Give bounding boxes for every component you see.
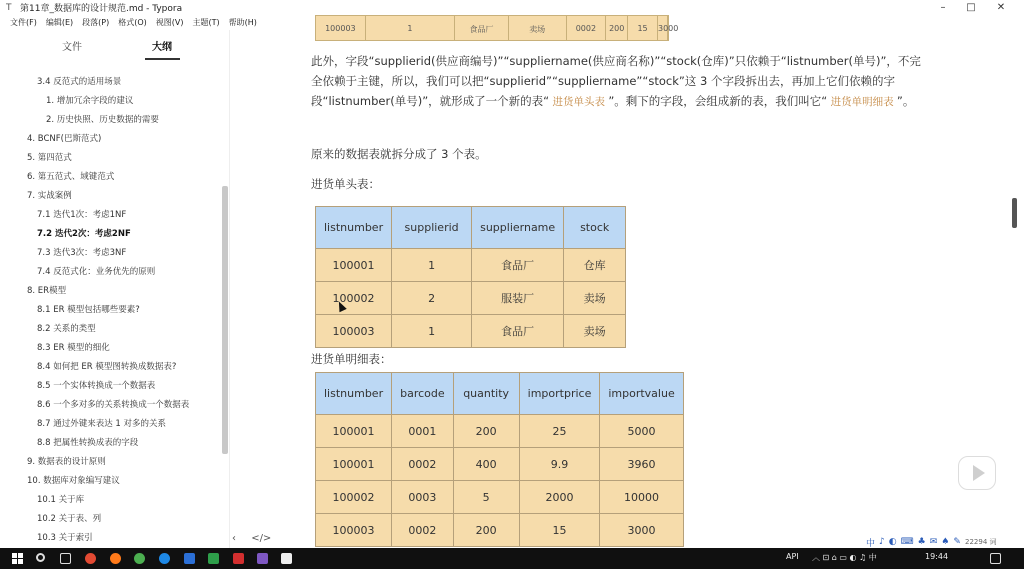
outline-item[interactable]: 7.1 迭代1次：考虑1NF — [37, 210, 127, 220]
word-count[interactable]: 22294 词 — [965, 538, 997, 546]
table-cell: 3000 — [658, 16, 668, 40]
browser-icon[interactable] — [134, 553, 145, 564]
table-cell: 100001 — [316, 415, 392, 448]
outline-item[interactable]: 10.1 关于库 — [37, 495, 85, 505]
outline-list — [0, 54, 222, 548]
inline-code: 进货单明细表 — [827, 96, 897, 108]
outline-item[interactable]: 8.7 通过外键来表达 1 对多的关系 — [37, 419, 167, 429]
clock[interactable]: 19:44 — [925, 552, 949, 561]
table-row — [316, 481, 684, 514]
chrome-icon[interactable] — [85, 553, 96, 564]
editor-content[interactable] — [245, 15, 1015, 548]
table-cell: 200 — [453, 415, 519, 448]
table-cell: 0001 — [392, 415, 454, 448]
outline-item[interactable]: 2. 历史快照、历史数据的需要 — [46, 115, 159, 125]
column-header: barcode — [392, 373, 454, 415]
paragraph-text: ”。 — [896, 94, 915, 108]
task-view-icon[interactable] — [60, 553, 71, 564]
tab-files[interactable]: 文件 — [62, 42, 82, 53]
table-row — [316, 249, 626, 282]
menu-item[interactable]: 格式(O) — [118, 17, 147, 27]
table-cell: 仓库 — [564, 249, 626, 282]
outline-item[interactable]: 4. BCNF(巴斯范式) — [27, 134, 102, 144]
table-row — [316, 282, 626, 315]
table-cell: 服装厂 — [472, 282, 564, 315]
table-cell: 卖场 — [564, 315, 626, 348]
table-cell: 1 — [392, 315, 472, 348]
table-cell: 25 — [519, 415, 600, 448]
column-header: suppliername — [472, 207, 564, 249]
table-cell: 食品厂 — [455, 16, 509, 40]
table-cell: 100002 — [316, 481, 392, 514]
menu-item[interactable]: 段落(P) — [82, 17, 110, 27]
title-bar — [0, 0, 1024, 15]
table-cell: 200 — [606, 16, 628, 40]
paragraph: 原来的数据表就拆分成了 3 个表。 — [311, 147, 487, 161]
outline-item[interactable]: 7. 实战案例 — [27, 191, 72, 201]
typora-taskbar-icon[interactable] — [281, 553, 292, 564]
outline-item[interactable]: 3.4 反范式的适用场景 — [37, 77, 122, 87]
minimize-button[interactable]: – — [940, 2, 946, 13]
outline-item[interactable]: 8.6 一个多对多的关系转换成一个数据表 — [37, 400, 190, 410]
ime-button[interactable]: ◐ — [888, 537, 897, 547]
ime-button[interactable]: ✉ — [929, 537, 938, 547]
outline-item[interactable]: 10.3 关于索引 — [37, 533, 93, 543]
editor-scrollbar[interactable] — [1012, 198, 1017, 228]
outline-item[interactable]: 8. ER模型 — [27, 286, 67, 296]
notification-icon[interactable] — [990, 553, 1001, 564]
outline-item[interactable]: 10. 数据库对象编写建议 — [27, 476, 120, 486]
table-cell: 200 — [453, 514, 519, 547]
table-cell: 卖场 — [564, 282, 626, 315]
table-row — [316, 415, 684, 448]
menu-item[interactable]: 视图(V) — [155, 17, 184, 27]
column-header: importprice — [519, 373, 600, 415]
sidebar-scrollbar[interactable] — [222, 186, 228, 454]
table-cell: 100003 — [316, 514, 392, 547]
maximize-button[interactable]: □ — [966, 2, 976, 13]
table-row — [316, 514, 684, 547]
paragraph-text: ”。剩下的字段，会组成新的表，我们叫它“ — [608, 94, 828, 108]
column-header: importvalue — [600, 373, 683, 415]
table-cell: 1 — [392, 249, 472, 282]
outline-item[interactable]: 7.2 迭代2次：考虑2NF — [37, 229, 131, 239]
paragraph-text: 此外，字段“supplierid(供应商编号)”“suppliername(供应商名称)”“stock(仓库)”只依赖于“listnumber(单号)”，不完全依赖于主键，所以，我们可以把“supplierid”“suppliername”“stock”这 3 个字段拆出去，再加上它们依赖的字段“listnumber(单号)”，就形成了一个新的表“ — [311, 54, 921, 108]
ime-button[interactable]: ✎ — [953, 537, 961, 547]
table-cell: 10000 — [600, 481, 683, 514]
outline-item[interactable]: 8.2 关系的类型 — [37, 324, 96, 334]
play-icon — [973, 465, 985, 481]
table-cell: 15 — [628, 16, 658, 40]
table-row — [316, 315, 626, 348]
outline-item[interactable]: 8.3 ER 模型的细化 — [37, 343, 110, 353]
sidebar — [0, 30, 230, 548]
column-header: listnumber — [316, 373, 392, 415]
detail-table — [315, 372, 684, 547]
app-icon[interactable] — [184, 553, 195, 564]
windows-start-icon[interactable] — [12, 553, 23, 564]
partial-table-row — [315, 15, 679, 41]
outline-item[interactable]: 1. 增加冗余字段的建议 — [46, 96, 134, 106]
menu-item[interactable]: 帮助(H) — [228, 17, 257, 27]
taskbar — [0, 548, 1024, 569]
outline-item[interactable]: 5. 第四范式 — [27, 153, 72, 163]
ime-button[interactable]: 中 — [866, 538, 876, 549]
app-icon[interactable] — [233, 553, 244, 564]
table-cell: 0002 — [567, 16, 607, 40]
table-cell: 100002 — [316, 282, 392, 315]
outline-item[interactable]: 8.8 把属性转换成表的字段 — [37, 438, 139, 448]
play-button[interactable] — [958, 456, 996, 490]
api-label: API — [786, 552, 799, 561]
table-cell: 9.9 — [519, 448, 600, 481]
menu-item[interactable]: 编辑(E) — [45, 17, 74, 27]
inline-code: 进货单头表 — [549, 96, 609, 108]
supplier-header-table — [315, 206, 626, 348]
column-header: supplierid — [392, 207, 472, 249]
table-cell: 1 — [366, 16, 455, 40]
ime-toolbar[interactable] — [866, 536, 965, 548]
table-cell: 食品厂 — [472, 249, 564, 282]
typora-icon: T — [6, 2, 12, 13]
table-row — [316, 448, 684, 481]
table-cell: 食品厂 — [472, 315, 564, 348]
close-button[interactable]: ✕ — [996, 2, 1006, 13]
ime-button[interactable]: ♣ — [917, 537, 926, 547]
outline-item[interactable]: 8.1 ER 模型包括哪些要素? — [37, 305, 140, 315]
table-cell: 5 — [453, 481, 519, 514]
column-header: listnumber — [316, 207, 392, 249]
table-cell: 2 — [392, 282, 472, 315]
outline-item[interactable]: 9. 数据表的设计原则 — [27, 457, 106, 467]
table-cell: 5000 — [600, 415, 683, 448]
table-cell: 15 — [519, 514, 600, 547]
table-caption: 进货单头表： — [311, 177, 380, 191]
table-caption: 进货单明细表： — [311, 352, 392, 366]
table-cell: 100003 — [316, 16, 366, 40]
table-cell: 100001 — [316, 448, 392, 481]
outline-item[interactable]: 10.2 关于表、列 — [37, 514, 102, 524]
tab-outline[interactable]: 大纲 — [152, 42, 172, 53]
outline-item[interactable]: 7.3 迭代3次：考虑3NF — [37, 248, 127, 258]
edge-icon[interactable] — [159, 553, 170, 564]
tray-icons[interactable]: ︿ ⊡ ⌂ ▭ ◐ ♫ 中 — [812, 553, 877, 562]
menu-item[interactable]: 主题(T) — [192, 17, 220, 27]
app-icon[interactable] — [257, 553, 268, 564]
table-cell: 2000 — [519, 481, 600, 514]
table-cell: 卖场 — [509, 16, 567, 40]
column-header: quantity — [453, 373, 519, 415]
table-header-row — [316, 207, 626, 249]
ime-button[interactable]: ♪ — [879, 537, 885, 547]
outline-item[interactable]: 6. 第五范式、域键范式 — [27, 172, 115, 182]
menu-bar — [0, 15, 257, 29]
source-code-mode-icon[interactable]: </> — [251, 533, 272, 544]
ime-button[interactable]: ⌨ — [900, 537, 914, 547]
outline-item[interactable]: 8.4 如何把 ER 模型图转换成数据表? — [37, 362, 177, 372]
table-cell: 0003 — [392, 481, 454, 514]
menu-item[interactable]: 文件(F) — [10, 17, 37, 27]
column-header: stock — [564, 207, 626, 249]
table-cell: 0002 — [392, 514, 454, 547]
table-cell: 0002 — [392, 448, 454, 481]
table-cell: 400 — [453, 448, 519, 481]
table-cell: 3960 — [600, 448, 683, 481]
table-cell: 100003 — [316, 315, 392, 348]
table-cell: 3000 — [600, 514, 683, 547]
ime-button[interactable]: ♠ — [941, 537, 950, 547]
paragraph — [311, 51, 926, 112]
collapse-sidebar-icon[interactable]: ‹ — [232, 533, 236, 544]
sidebar-tabs — [0, 36, 230, 56]
window-title: 第11章_数据库的设计规范.md - Typora — [20, 4, 183, 14]
table-header-row — [316, 373, 684, 415]
firefox-icon[interactable] — [110, 553, 121, 564]
outline-item[interactable]: 7.4 反范式化：业务优先的原则 — [37, 267, 156, 277]
outline-item[interactable]: 8.5 一个实体转换成一个数据表 — [37, 381, 156, 391]
app-icon[interactable] — [208, 553, 219, 564]
search-icon[interactable] — [36, 553, 45, 562]
table-cell: 100001 — [316, 249, 392, 282]
